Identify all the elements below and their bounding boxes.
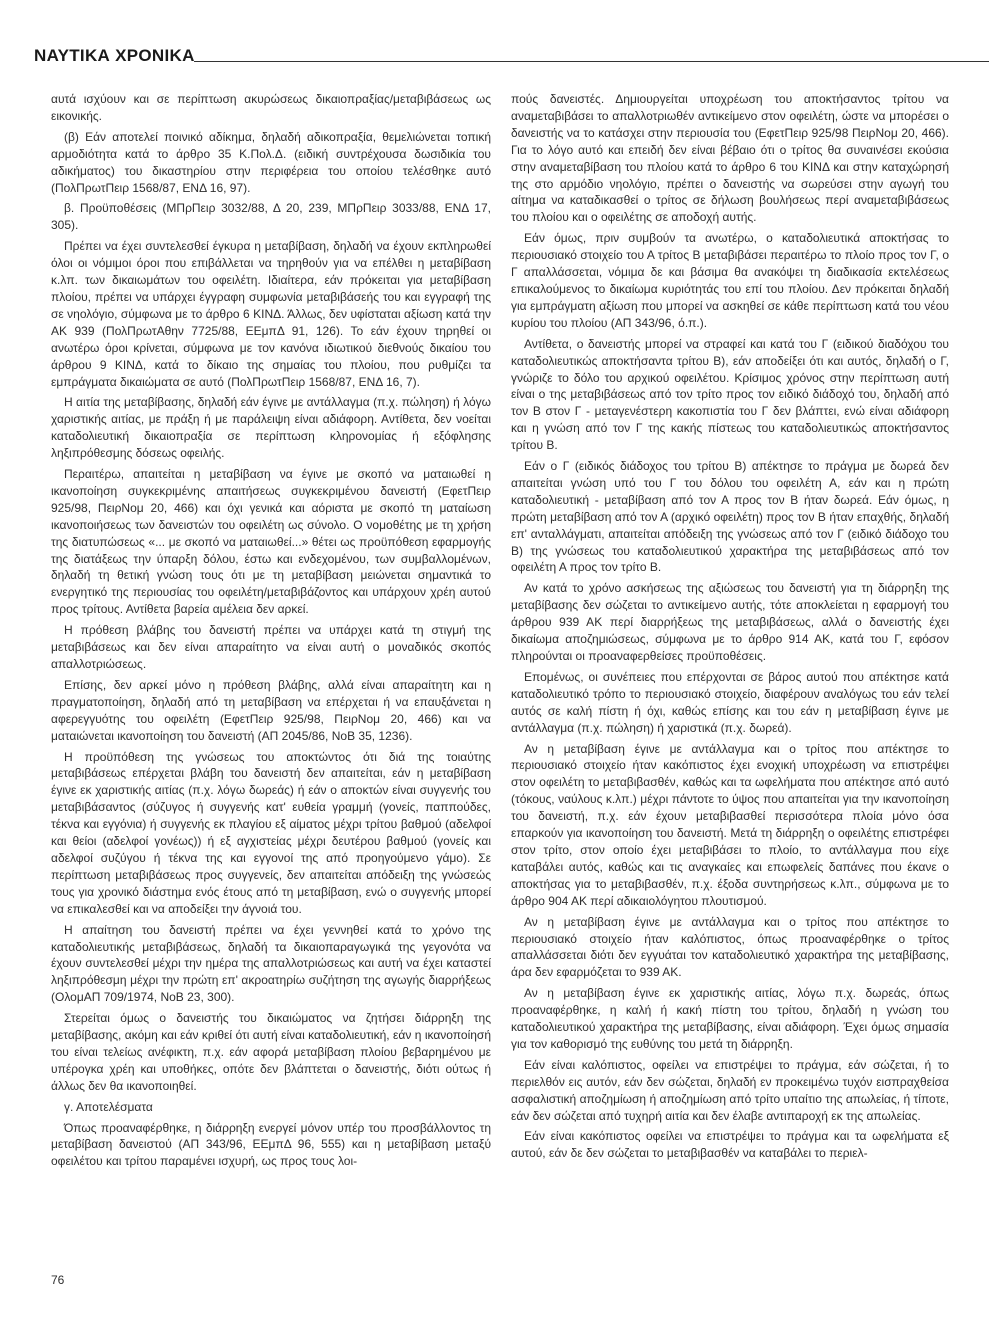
paragraph: Η αιτία της μεταβίβασης, δηλαδή εάν έγινε με αντάλλαγμα (π.χ. πώληση) ή λόγω χαριστικής αιτίας, με πράξη ή με παράλειψη είναι αδιάφορη. Αντίθετα, δεν νοείται καταδολιευτική δικαιοπραξία σε περίπτωση κληρονομίας ή εξόφλησης ληξιπρόθεσμης δόσεως οφειλής. (51, 395, 491, 461)
paragraph: Αν η μεταβίβαση έγινε με αντάλλαγμα και ο τρίτος που απέκτησε το περιουσιακό στοιχείο ήταν κακόπιστος έχει ενοχική υποχρέωση να επιστρέψει στον οφειλέτη το μεταβιβασθέν, καθώς και τα ωφελήματα που απέκτησε από αυτό (τόκους, ναύλους κ.λπ.) μέχρι πάντοτε το ύψος που απαιτείται για την ικανοποίηση του δανειστή, π.χ. εάν έχουν μεταβιβασθεί περισσότερα πλοία μόνο όσα επαρκούν για ικανοποίηση του δανειστή. Μετά τη διάρρηξη ο οφειλέτης επιστρέφει στον τρίτο, στον οποίο έχει μεταβιβάσει το πλοίο, το αντάλλαγμα που είχε καταβάλει αυτός, καθώς και τις αναγκαίες και επωφελείς δαπάνες που έκανε ο αποκτήσας για το μεταβιβασθέν, π.χ. έξοδα συντηρήσεως κ.λπ., σύμφωνα με το άρθρο 904 ΑΚ περί αδικαιολόγητου πλουτισμού. (511, 741, 949, 908)
paragraph: Στερείται όμως ο δανειστής του δικαιώματος να ζητήσει διάρρηξη της μεταβίβασης, ακόμη και εάν κριθεί ότι αυτή είναι καταδολιευτική, εάν η ικανοποίησή του είναι τελείως ανέφικτη, π.χ. εάν αφορά μεταβίβαση πλοίου βεβαρημένου με υπέρογκα χρέη και υποθήκες, οπότε δεν βλάπτεται ο δανειστής, διότι ούτως ή άλλως δεν θα ικανοποιηθεί. (51, 1011, 491, 1093)
paragraph: Εάν όμως, πριν συμβούν τα ανωτέρω, ο καταδολιευτικά αποκτήσας το περιουσιακό στοιχείο του Α τρίτος Β μεταβιβάσει περαιτέρω το πλοίο προς τον Γ, ο Γ απαλλάσσεται, νόμιμα δε και βάσιμα θα ανακόψει τη διαδικασία εκτελέσεως επικαλούμενος το δικαίωμα κυριότητάς του επί του πλοίου. Δεν πρόκειται δηλαδή για εμπράγματη αξίωση που μπορεί να ασκηθεί σε κάθε περίπτωση κατά του νέου κυρίου του πλοίου (ΑΠ 343/96, ό.π.). (511, 231, 949, 330)
paragraph: Επομένως, οι συνέπειες που επέρχονται σε βάρος αυτού που απέκτησε κατά καταδολιευτικό τρόπο το περιουσιακό στοιχείο, διαφέρουν αναλόγως του εάν τελεί αυτός σε καλή πίστη ή όχι, καθώς επίσης και του εάν η μεταβίβαση έγινε με αντάλλαγμα (π.χ. πώληση) ή χαριστικά (π.χ. δωρεά). (511, 669, 949, 735)
paragraph: Αν κατά το χρόνο ασκήσεως της αξιώσεως του δανειστή για τη διάρρηξη της μεταβίβασης δεν σώζεται το αντικείμενο αυτής, τότε αποκλείεται η εφαρμογή του άρθρου 939 ΑΚ περί διαρρήξεως της μεταβιβάσεως, αλλά ο δανειστής έχει δικαίωμα αποζημιώσεως, σύμφωνα με το άρθρο 914 ΑΚ, κατά του Γ, εφόσον πληρούνται οι προαναφερθείσες προϋποθέσεις. (511, 581, 949, 663)
paragraph: Αντίθετα, ο δανειστής μπορεί να στραφεί και κατά του Γ (ειδικού διαδόχου του καταδολιευτικώς αποκτήσαντα τρίτου Β), εάν αποδείξει ότι και αυτός, δηλαδή ο Γ, γνώριζε το δόλο του αρχικού οφειλέτου. Κρίσιμος χρόνος στην περίπτωση αυτή είναι ο της μεταβιβάσεως από τον τρίτο προς τον ειδικό διάδοχό του, δηλαδή από τον Β στον Γ - μεταγενέστερη κακοπιστία του Γ δεν βλάπτει, ενώ είναι αδιάφορη και η γνώση από τον Γ της κακής πίστεως του καταδολιευτικώς αποκτήσαντος τρίτου Β. (511, 336, 949, 453)
paragraph: Εάν ο Γ (ειδικός διάδοχος του τρίτου Β) απέκτησε το πράγμα με δωρεά δεν απαιτείται γνώση υπό του Γ του δόλου του οφειλέτη Α, εάν και η πρώτη καταδολιευτική - μεταβίβαση από τον Α προς τον Β ήταν δωρεά. Εάν όμως, η πρώτη μεταβίβαση από τον Α (αρχικό οφειλέτη) προς τον Β ήταν επαχθής, δηλαδή επ' ανταλλάγματι, απαιτείται απόδειξη της γνώσεως από τον Γ (ειδικό διάδοχο του Β) της γνώσεως του καταδολιευτικού χαρακτήρα της μεταβιβάσεως από τον οφειλέτη Α προς τον τρίτο Β. (511, 459, 949, 575)
running-header (34, 46, 989, 76)
paragraph: (β) Εάν αποτελεί ποινικό αδίκημα, δηλαδή αδικοπραξία, θεμελιώνεται τοπική αρμοδιότητα κατά το άρθρο 35 Κ.Πολ.Δ. (ειδική συντρέχουσα δωσιδικία του αδικήματος) του δικαστηρίου στην περιφέρεια του οποίου τελέσθηκε αυτό (ΠολΠρωτΠειρ 1568/87, ΕΝΔ 16, 97). (51, 129, 491, 195)
magazine-title: ΝΑΥΤΙΚΑ ΧΡΟΝΙΚΑ (34, 46, 195, 65)
paragraph: Πρέπει να έχει συντελεσθεί έγκυρα η μεταβίβαση, δηλαδή να έχουν εκπληρωθεί όλοι οι νόμιμοι όροι που επιβάλλεται να τηρηθούν για να επέλθει η μεταβίβαση κ.λπ. των δικαιωμάτων του οφειλέτη. Ιδιαίτερα, εάν πρόκειται για μεταβίβαση πλοίου, πρέπει να υπάρχει έγγραφη συμφωνία μεταβιβάσεής του και εγγραφή της σε νηολόγιο, σύμφωνα με το άρθρο 6 ΚΙΝΔ. Άλλως, δεν υφίσταται αξίωση κατά την ΑΚ 939 (ΠολΠρωτΑθην 7725/88, ΕΕμπΔ 91, 126). Το εάν έχουν τηρηθεί οι ανωτέρω όροι κρίνεται, σύμφωνα με τον κανόνα ιδιωτικού διεθνούς δικαίου του άρθρου 9 ΚΙΝΔ, κατά το δίκαιο της σημαίας του πλοίου, που ρυθμίζει τα εμπράγματα δικαιώματα σε αυτό (ΠολΠρωτΠειρ 1568/87, ΕΝΔ 16, 7). (51, 239, 491, 389)
paragraph: Περαιτέρω, απαιτείται η μεταβίβαση να έγινε με σκοπό να ματαιωθεί η ικανοποίηση συγκεκριμένης απαιτήσεως συγκεκριμένου δανειστή (ΕφετΠειρ 925/98, ΠειρΝομ 20, 466) και όχι γενικά και αόριστα με σκοπό τη ματαίωση ικανοποιήσεως των δανειστών του οφειλέτη ως σύνολο. Ο νομοθέτης με τη χρήση της διατυπώσεως «... με σκοπό να ματαιωθεί...» θέτει ως προϋπόθεση εφαρμογής της διατάξεως την ύπαρξη δόλου, έστω και ενδεχομένου, των συμβαλλομένων, δηλαδή τη θετική γνώση τους ότι με τη μεταβίβαση μειώνεται σημαντικά το ενεργητικό της περιουσίας του οφειλέτη/μεταβιβάζοντος και υπάρχουν χρέη αυτού προς τρίτους. Αντίθετα βαρεία αμέλεια δεν αρκεί. (51, 467, 491, 617)
page-number: 76 (51, 1273, 65, 1287)
paragraph: Επίσης, δεν αρκεί μόνο η πρόθεση βλάβης, αλλά είναι απαραίτητη και η πραγματοποίηση, δηλαδή από τη μεταβίβαση να επέρχεται ή να επαυξάνεται η αφερεγγυότης του οφειλέτη (ΕφετΠειρ 925/98, ΠειρΝομ 20, 466) και να ματαιώνεται ικανοποίηση του δανειστή (ΑΠ 2045/86, ΝοΒ 35, 1236). (51, 677, 491, 743)
paragraph: Αν η μεταβίβαση έγινε με αντάλλαγμα και ο τρίτος που απέκτησε το περιουσιακό στοιχείο ήταν καλόπιστος, όπως προαναφέρθηκε ο τρίτος απαλλάσσεται διότι δεν εγγυάται τον καταδολιευτικό χαρακτήρα της μεταβίβασης, άρα δεν εφαρμόζεται το 939 ΑΚ. (511, 914, 949, 980)
section-heading: γ. Αποτελέσματα (64, 1099, 153, 1114)
paragraph: πούς δανειστές. Δημιουργείται υποχρέωση του αποκτήσαντος τρίτου να αναμεταβιβάσει το απαλλοτριωθέν αντικείμενο στον οφειλέτη, ώστε να μπορέσει ο δανειστής να το κατάσχει στην περιουσία του (ΕφετΠειρ 925/98 ΠειρΝομ 20, 466). Για το λόγο αυτό και επειδή δεν είναι βέβαιο ότι ο τρίτος θα συναινέσει εκούσια στην αναμεταβίβαση του πλοίου κατά το άρθρο 6 του ΚΙΝΔ και στην καταχώρησή της στο αρμόδιο νηολόγιο, πρέπει ο δανειστής να σωρεύσει στην αγωγή του αίτημα να καταδικασθεί ο τρίτος σε δήλωση βουλήσεως περί αναμεταβιβάσεως του πλοίου και ο οφειλέτης σε αποδοχή αυτής. (511, 92, 949, 225)
paragraph: Αν η μεταβίβαση έγινε εκ χαριστικής αιτίας, λόγω π.χ. δωρεάς, όπως προαναφέρθηκε, η καλή ή κακή πίστη του τρίτου, δηλαδή η γνώση του καταδολιευτικού χαρακτήρα της μεταβίβασης, είναι αδιάφορη. Έχει όμως σημασία για τον καθορισμό της ευθύνης του μετά τη διάρρηξη. (511, 986, 949, 1051)
paragraph: β. Προϋποθέσεις (ΜΠρΠειρ 3032/88, Δ 20, 239, ΜΠρΠειρ 3033/88, ΕΝΔ 17, 305). (51, 201, 491, 233)
header-rule (194, 61, 989, 62)
paragraph: Η πρόθεση βλάβης του δανειστή πρέπει να υπάρχει κατά τη στιγμή της μεταβιβάσεως και δεν είναι απαραίτητο να είναι αυτή ο μοναδικός σκοπός απαλλοτριώσεως. (51, 623, 491, 671)
left-column (51, 91, 491, 1174)
paragraph: Εάν είναι καλόπιστος, οφείλει να επιστρέψει το πράγμα, εάν σώζεται, ή το περιελθόν εις αυτόν, εάν δεν σώζεται, δηλαδή εν προκειμένω τυχόν εισπραχθείσα ασφαλιστική αποζημίωση ή αποζημίωση από τρίτο υπαίτιο της απωλείας, ή τίποτε, εάν δεν σώζεται από τυχηρή αιτία και δεν έλαβε αντιπαροχή εκ της απωλείας. (511, 1057, 949, 1123)
paragraph: αυτά ισχύουν και σε περίπτωση ακυρώσεως δικαιοπραξίας/μεταβιβάσεως ως εικονικής. (51, 92, 491, 123)
right-column (511, 91, 949, 1166)
paragraph: Η απαίτηση του δανειστή πρέπει να έχει γεννηθεί κατά το χρόνο της καταδολιευτικής μεταβιβάσεως, δηλαδή τα δικαιοπαραγωγικά της γεγονότα να έχουν συντελεσθεί μέχρι την ημέρα της απαλλοτριώσεως και αυτή να έχει καταστεί ληξιπρόθεσμη μέχρι την πρώτη επ' ακροατηρίω συζήτηση της αγωγής διαρρήξεως (ΟλομΑΠ 709/1974, ΝοΒ 23, 300). (51, 922, 491, 1005)
paragraph: Εάν είναι κακόπιστος οφείλει να επιστρέψει το πράγμα και τα ωφελήματα εξ αυτού, εάν δε δεν σώζεται το μεταβιβασθέν να καταβάλει το περιελ- (511, 1129, 949, 1161)
paragraph: Η προϋπόθεση της γνώσεως του αποκτώντος ότι διά της τοιαύτης μεταβιβάσεως επέρχεται βλάβη του δανειστή δεν απαιτείται, εάν η μεταβίβαση έγινε εκ χαριστικής αιτίας (π.χ. λόγω δωρεάς) ή εάν ο αποκτών είναι συγγενής του μεταβιβάσαντος (σύζυγος ή συγγενής κατ' ευθεία γραμμή (γονείς, παππούδες, τέκνα και εγγόνια) ή συγγενής εκ πλαγίου εξ αίματος μέχρι τρίτου βαθμού (αδελφοί και θείοι (αδελφοί γονέως)) ή εξ αγχιστείας μέχρι δευτέρου βαθμού (γονείς και αδελφοί συζύγου ή τέκνα της και εγγονοί της από προηγούμενο γάμο). Σε περίπτωση μεταβιβάσεως προς συγγενείς, δεν απαιτείται απόδειξη της γνώσεώς τους για χρονικό διάστημα ενός έτους από τη μεταβίβαση, ενώ ο συγγενής μπορεί να επικαλεσθεί και να αποδείξει την άγνοιά του. (51, 749, 491, 916)
paragraph: Όπως προαναφέρθηκε, η διάρρηξη ενεργεί μόνον υπέρ του προσβάλλοντος τη μεταβίβαση δανειστού (ΑΠ 343/96, ΕΕμπΔ 96, 555) και η μεταβίβαση μεταξύ οφειλέτου και τρίτου παραμένει ισχυρή, ως προς τους λοι- (51, 1120, 491, 1169)
